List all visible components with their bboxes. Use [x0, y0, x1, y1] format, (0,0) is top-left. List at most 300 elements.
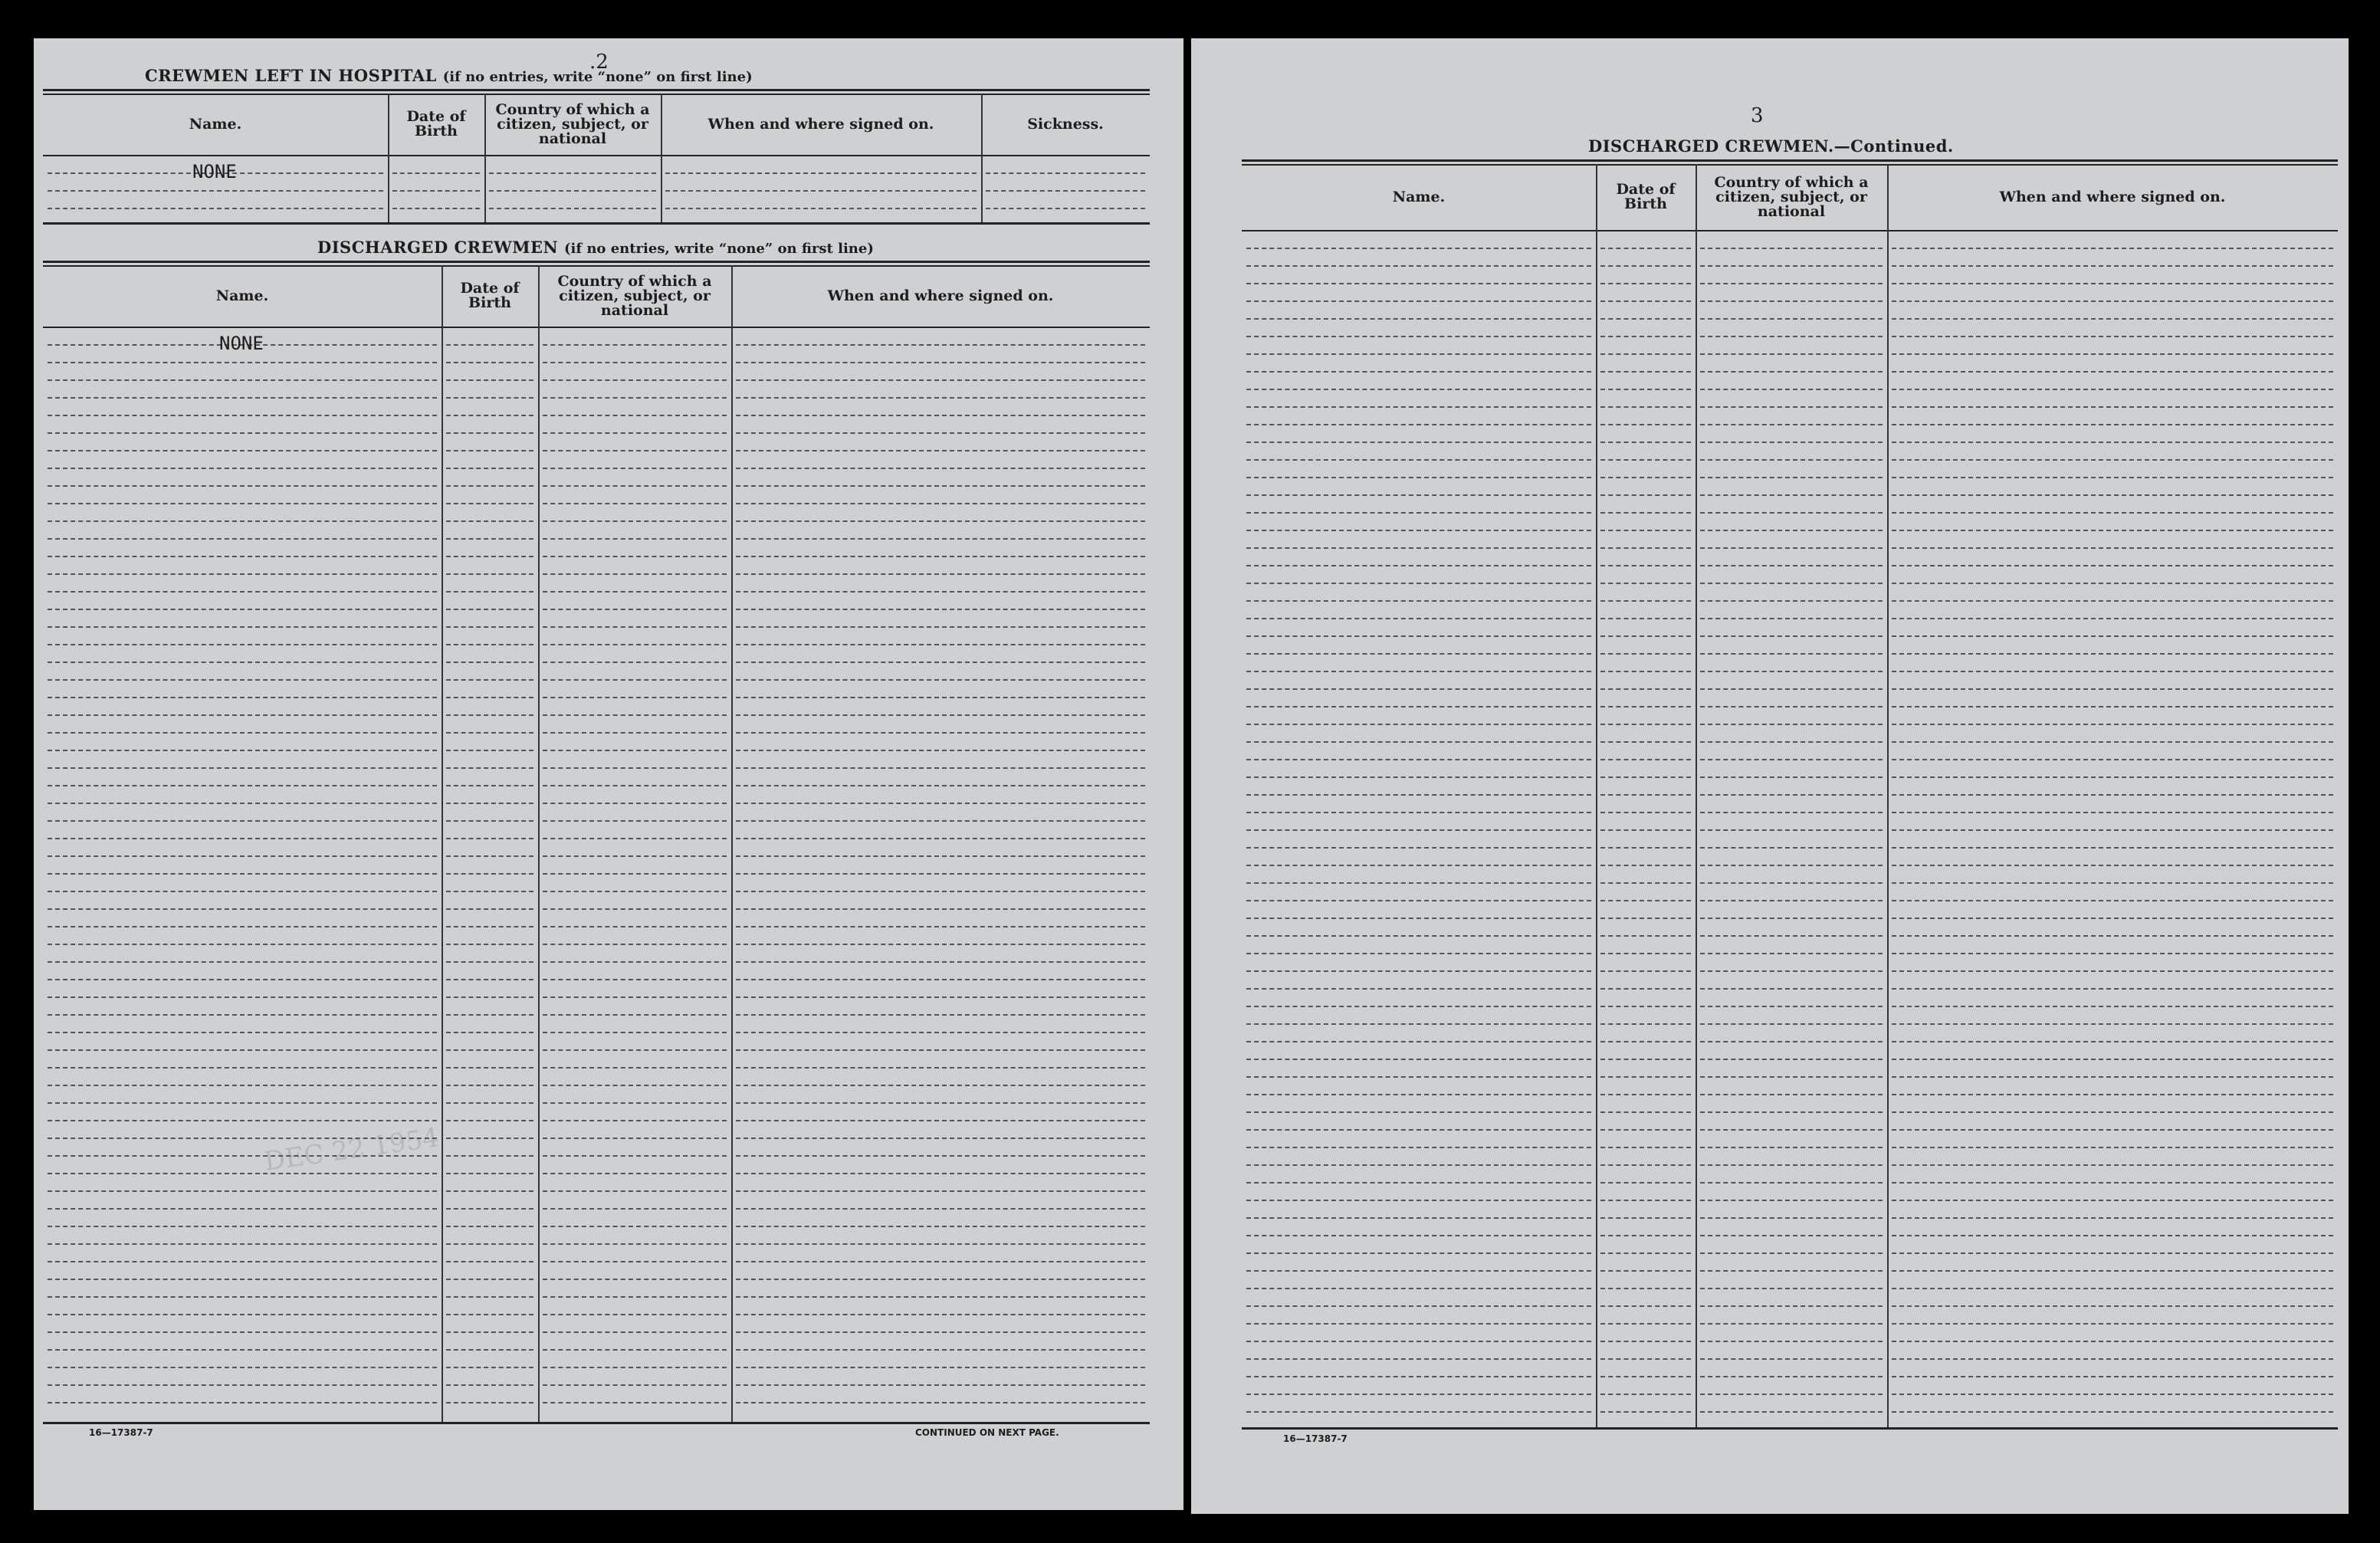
dotted-line [446, 891, 533, 892]
dotted-line [48, 1226, 437, 1227]
dotted-line [392, 208, 480, 209]
dotted-line [1892, 1041, 2333, 1042]
dotted-line [1892, 1270, 2333, 1272]
dotted-line [1600, 547, 1691, 549]
dotted-line [446, 662, 533, 663]
dotted-line [1892, 829, 2333, 831]
dotted-line [446, 1173, 533, 1174]
dotted-line [1700, 688, 1883, 690]
dotted-line [446, 767, 533, 769]
dotted-line [1700, 477, 1883, 478]
dotted-line [736, 873, 1145, 875]
dotted-line [1600, 406, 1691, 408]
dotted-line [1892, 371, 2333, 373]
dotted-line [1600, 248, 1691, 249]
column-header: Date of Birth [406, 108, 466, 140]
dotted-line [1246, 1200, 1591, 1201]
dotted-line [1600, 1323, 1691, 1325]
dotted-line [736, 996, 1145, 998]
dotted-line [446, 468, 533, 469]
dotted-line [1892, 1182, 2333, 1184]
dotted-line [1246, 724, 1591, 725]
dotted-line [48, 855, 437, 857]
dotted-line [1246, 759, 1591, 760]
dotted-line [543, 891, 727, 892]
dotted-line [48, 190, 383, 192]
dotted-line [446, 1085, 533, 1086]
dotted-line [1246, 530, 1591, 531]
dotted-line [736, 1243, 1145, 1245]
dotted-line [543, 838, 727, 839]
dotted-line [1600, 583, 1691, 584]
dotted-line [1892, 900, 2333, 901]
dotted-line [736, 944, 1145, 945]
dotted-line [1892, 918, 2333, 919]
dotted-line [1246, 353, 1591, 355]
dotted-line [1892, 935, 2333, 937]
dotted-line [1892, 1164, 2333, 1166]
dotted-line [1246, 300, 1591, 302]
dotted-line [1246, 1059, 1591, 1060]
dotted-line [1700, 1041, 1883, 1042]
dotted-line [543, 944, 727, 945]
right-title: DISCHARGED CREWMEN.—Continued. [1588, 136, 1954, 156]
dotted-line [1700, 1341, 1883, 1342]
dotted-line [736, 697, 1145, 698]
dotted-line [48, 1314, 437, 1315]
dotted-line [48, 1296, 437, 1298]
column-header: Sickness. [1027, 115, 1104, 133]
dotted-line [1246, 600, 1591, 602]
dotted-line [1600, 1235, 1691, 1236]
dotted-line [1700, 1358, 1883, 1360]
dotted-line [736, 1120, 1145, 1121]
dotted-line [48, 1367, 437, 1368]
dotted-line [1600, 724, 1691, 725]
dotted-line [1700, 618, 1883, 619]
dotted-line [1700, 248, 1883, 249]
dotted-line [446, 944, 533, 945]
dotted-line [1700, 653, 1883, 655]
dotted-line [446, 397, 533, 399]
hospital-subtitle: (if no entries, write “none” on first line) [442, 69, 753, 85]
dotted-line [1246, 1076, 1591, 1078]
dotted-line [1700, 1200, 1883, 1201]
dotted-line [1600, 336, 1691, 337]
dotted-line [1892, 248, 2333, 249]
dotted-line [48, 1190, 437, 1192]
dotted-line [446, 1384, 533, 1386]
dotted-line [1892, 776, 2333, 778]
dotted-line [1246, 318, 1591, 320]
form-number: 16—17387-7 [89, 1427, 153, 1438]
dotted-line [1700, 1252, 1883, 1254]
bottom-rule [43, 1422, 1150, 1424]
dotted-line [1892, 635, 2333, 637]
dotted-line [543, 644, 727, 645]
dotted-line [1600, 530, 1691, 531]
dotted-line [1700, 724, 1883, 725]
dotted-line [1600, 970, 1691, 972]
dotted-line [1892, 794, 2333, 796]
dotted-line [446, 961, 533, 963]
dotted-line [48, 1032, 437, 1033]
dotted-line [736, 1173, 1145, 1174]
dotted-line [543, 1367, 727, 1368]
dotted-line [1700, 1182, 1883, 1184]
dotted-line [446, 1314, 533, 1315]
dotted-line [736, 803, 1145, 804]
dotted-line [48, 556, 437, 557]
dotted-line [1892, 1252, 2333, 1254]
dotted-line [543, 626, 727, 628]
dotted-line [1246, 812, 1591, 813]
dotted-line [1892, 565, 2333, 566]
dotted-line [48, 1014, 437, 1016]
dotted-line [1600, 935, 1691, 937]
dotted-line [1246, 847, 1591, 849]
dotted-line [446, 1120, 533, 1121]
dotted-line [1892, 1376, 2333, 1377]
dotted-line [543, 1085, 727, 1086]
dotted-line [446, 503, 533, 504]
dotted-line [1892, 882, 2333, 884]
dotted-line [446, 415, 533, 416]
dotted-line [736, 344, 1145, 346]
dotted-line [446, 1349, 533, 1351]
dotted-line [736, 1279, 1145, 1280]
dotted-line [736, 644, 1145, 645]
dotted-line [1892, 988, 2333, 990]
dotted-line [1246, 970, 1591, 972]
hospital-top-rule [43, 89, 1150, 91]
dotted-line [1700, 865, 1883, 866]
dotted-line [1246, 1411, 1591, 1413]
dotted-line [1246, 1147, 1591, 1148]
dotted-line [1600, 1059, 1691, 1060]
dotted-line [543, 714, 727, 716]
dotted-line [1246, 865, 1591, 866]
dotted-line [1700, 900, 1883, 901]
dotted-line [543, 1049, 727, 1051]
dotted-line [543, 1279, 727, 1280]
dotted-line [736, 855, 1145, 857]
dotted-line [1246, 389, 1591, 390]
dotted-line [1600, 1041, 1691, 1042]
dotted-line [736, 1261, 1145, 1262]
dotted-line [48, 996, 437, 998]
dotted-line [48, 1173, 437, 1174]
dotted-line [446, 926, 533, 927]
dotted-line [1600, 283, 1691, 284]
dotted-line [48, 591, 437, 593]
dotted-line [48, 732, 437, 734]
dotted-line [736, 1190, 1145, 1192]
dotted-line [1700, 794, 1883, 796]
dotted-line [1700, 1164, 1883, 1166]
dotted-line [1600, 741, 1691, 743]
dotted-line [1600, 371, 1691, 373]
dotted-line [543, 1384, 727, 1386]
dotted-line [543, 820, 727, 822]
dotted-line [1246, 1305, 1591, 1307]
dotted-line [1892, 300, 2333, 302]
dotted-line [543, 697, 727, 698]
dotted-line [1246, 371, 1591, 373]
dotted-line [1700, 1394, 1883, 1395]
dotted-line [48, 644, 437, 645]
dotted-line [1700, 583, 1883, 584]
dotted-line [543, 803, 727, 804]
dotted-line [446, 1226, 533, 1227]
dotted-line [543, 1190, 727, 1192]
dotted-line [48, 1208, 437, 1210]
dotted-line [736, 538, 1145, 540]
page-number-right: 3 [1751, 104, 1764, 127]
dotted-line [1892, 477, 2333, 478]
dotted-line [446, 556, 533, 557]
dotted-line [543, 432, 727, 434]
dotted-line [736, 415, 1145, 416]
header-rule [43, 155, 1150, 156]
dotted-line [1600, 1006, 1691, 1007]
dotted-line [489, 172, 656, 174]
dotted-line [543, 996, 727, 998]
dotted-line [48, 1279, 437, 1280]
dotted-line [1246, 1358, 1591, 1360]
dotted-line [736, 820, 1145, 822]
column-header: Country of which a citizen, subject, or national [557, 272, 712, 319]
dotted-line [446, 485, 533, 487]
dotted-line [1700, 741, 1883, 743]
dotted-line [1700, 1376, 1883, 1377]
dotted-line [1700, 759, 1883, 760]
dotted-line [48, 1402, 437, 1403]
column-header: When and where signed on. [1999, 188, 2226, 205]
dotted-line [1892, 530, 2333, 531]
dotted-line [1600, 1023, 1691, 1025]
dotted-line [736, 1384, 1145, 1386]
dotted-line [1246, 283, 1591, 284]
dotted-line [446, 996, 533, 998]
dotted-line [736, 891, 1145, 892]
dotted-line [1600, 635, 1691, 637]
dotted-line [736, 432, 1145, 434]
dotted-line [1892, 1358, 2333, 1360]
dotted-line [48, 750, 437, 751]
dotted-line [48, 609, 437, 610]
dotted-line [1246, 1323, 1591, 1325]
dotted-line [1892, 1023, 2333, 1025]
dotted-line [1600, 600, 1691, 602]
dotted-line [48, 926, 437, 927]
dotted-line [543, 520, 727, 522]
dotted-line [1246, 635, 1591, 637]
discharged-top-rule [43, 261, 1150, 263]
dotted-line [48, 662, 437, 663]
dotted-line [1892, 283, 2333, 284]
dotted-line [543, 750, 727, 751]
dotted-line [446, 609, 533, 610]
dotted-line [1600, 565, 1691, 566]
dotted-line [543, 344, 727, 346]
dotted-line [1892, 812, 2333, 813]
dotted-line [736, 520, 1145, 522]
dotted-line [48, 1243, 437, 1245]
date-stamp: DEC 22 1954 [262, 1122, 442, 1177]
dotted-line [1246, 900, 1591, 901]
dotted-line [1600, 1076, 1691, 1078]
column-separator [1696, 164, 1697, 1427]
dotted-line [543, 1208, 727, 1210]
dotted-line [543, 1349, 727, 1351]
dotted-line [446, 344, 533, 346]
dotted-line [543, 785, 727, 786]
dotted-line [1892, 1094, 2333, 1095]
dotted-line [48, 1331, 437, 1333]
dotted-line [48, 1384, 437, 1386]
header-rule [43, 327, 1150, 328]
dotted-line [48, 1102, 437, 1104]
dotted-line [736, 468, 1145, 469]
dotted-line [1700, 812, 1883, 813]
dotted-line [1600, 512, 1691, 514]
dotted-line [543, 591, 727, 593]
bottom-rule [43, 222, 1150, 225]
dotted-line [543, 538, 727, 540]
dotted-line [1600, 442, 1691, 443]
right-page [1191, 38, 2349, 1514]
dotted-line [48, 908, 437, 910]
dotted-line [736, 1102, 1145, 1104]
dotted-line [48, 697, 437, 698]
dotted-line [736, 1138, 1145, 1139]
dotted-line [1600, 1411, 1691, 1413]
dotted-line [1246, 1129, 1591, 1131]
column-separator [1887, 164, 1889, 1427]
dotted-line [48, 538, 437, 540]
dotted-line [1700, 635, 1883, 637]
dotted-line [1600, 794, 1691, 796]
dotted-line [1246, 1006, 1591, 1007]
column-separator [1596, 164, 1597, 1427]
dotted-line [736, 662, 1145, 663]
dotted-line [1892, 724, 2333, 725]
dotted-line [543, 662, 727, 663]
dotted-line [489, 190, 656, 192]
dotted-line [736, 556, 1145, 557]
column-separator [731, 265, 733, 1422]
dotted-line [446, 838, 533, 839]
dotted-line [736, 397, 1145, 399]
dotted-line [736, 485, 1145, 487]
dotted-line [1246, 494, 1591, 496]
dotted-line [1700, 547, 1883, 549]
dotted-line [1600, 1147, 1691, 1148]
dotted-line [1600, 265, 1691, 267]
dotted-line [736, 1331, 1145, 1333]
dotted-line [446, 1208, 533, 1210]
dotted-line [1600, 706, 1691, 707]
dotted-line [1246, 1023, 1591, 1025]
dotted-line [48, 767, 437, 769]
dotted-line [1246, 882, 1591, 884]
discharged-section-title [317, 238, 874, 257]
dotted-line [446, 855, 533, 857]
dotted-line [48, 208, 383, 209]
dotted-line [1892, 442, 2333, 443]
dotted-line [446, 1331, 533, 1333]
dotted-line [665, 172, 977, 174]
dotted-line [446, 1102, 533, 1104]
dotted-line [1700, 371, 1883, 373]
dotted-line [446, 1296, 533, 1298]
column-separator [538, 265, 540, 1422]
dotted-line [1246, 776, 1591, 778]
form-number-right: 16—17387-7 [1283, 1433, 1348, 1444]
dotted-line [446, 979, 533, 980]
dotted-line [1600, 1288, 1691, 1289]
dotted-line [1600, 829, 1691, 831]
dotted-line [543, 1067, 727, 1069]
dotted-line [48, 573, 437, 575]
dotted-line [1892, 1235, 2333, 1236]
dotted-line [1700, 565, 1883, 566]
dotted-line [1892, 1076, 2333, 1078]
dotted-line [446, 1243, 533, 1245]
dotted-line [1892, 741, 2333, 743]
dotted-line [446, 450, 533, 451]
dotted-line [1700, 265, 1883, 267]
dotted-line [48, 1120, 437, 1121]
dotted-line [543, 1314, 727, 1315]
dotted-line [1892, 1305, 2333, 1307]
dotted-line [1892, 688, 2333, 690]
dotted-line [1892, 759, 2333, 760]
dotted-line [1600, 1358, 1691, 1360]
dotted-line [1700, 530, 1883, 531]
dotted-line [543, 732, 727, 734]
dotted-line [736, 1208, 1145, 1210]
dotted-line [986, 208, 1145, 209]
dotted-line [1700, 918, 1883, 919]
dotted-line [1700, 1411, 1883, 1413]
dotted-line [1600, 318, 1691, 320]
dotted-line [1892, 653, 2333, 655]
column-header: Date of Birth [1616, 181, 1676, 212]
dotted-line [446, 538, 533, 540]
discharged-title: DISCHARGED CREWMEN [317, 238, 559, 257]
dotted-line [1700, 1111, 1883, 1113]
dotted-line [1246, 918, 1591, 919]
first-entry: NONE [192, 161, 237, 182]
dotted-line [736, 767, 1145, 769]
dotted-line [1700, 1270, 1883, 1272]
dotted-line [1892, 336, 2333, 337]
dotted-line [1600, 776, 1691, 778]
dotted-line [48, 520, 437, 522]
dotted-line [1700, 706, 1883, 707]
dotted-line [1600, 1164, 1691, 1166]
dotted-line [1700, 494, 1883, 496]
dotted-line [48, 785, 437, 786]
dotted-line [1600, 618, 1691, 619]
dotted-line [1700, 512, 1883, 514]
dotted-line [1892, 512, 2333, 514]
dotted-line [1246, 671, 1591, 672]
right-top-rule [1242, 159, 2338, 162]
dotted-line [1600, 865, 1691, 866]
